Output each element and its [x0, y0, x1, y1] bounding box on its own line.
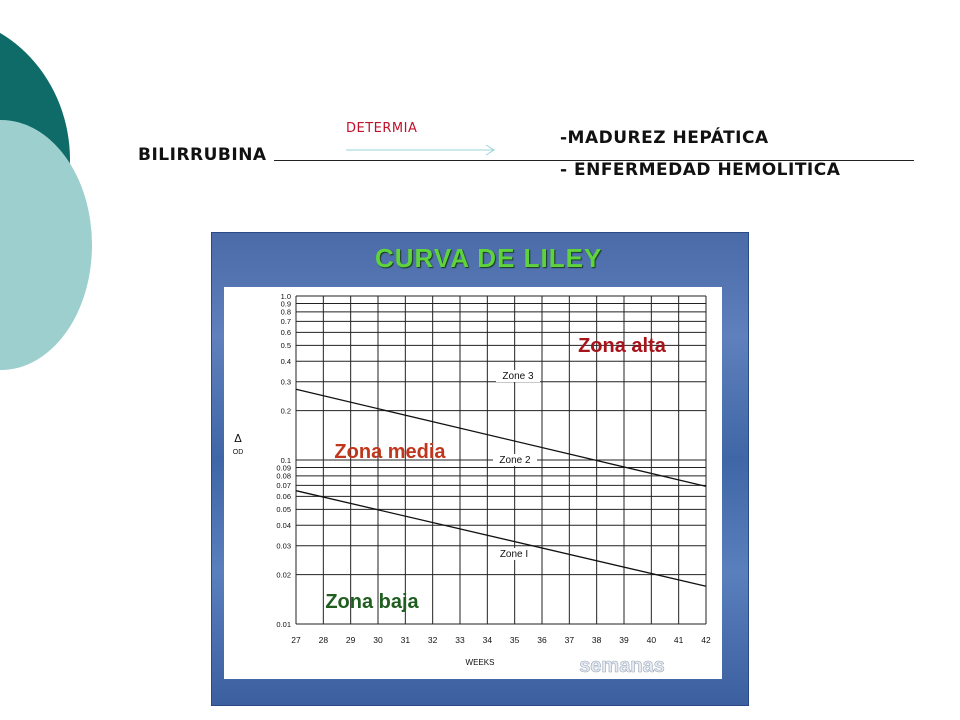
x-tick-label: 37: [564, 635, 575, 645]
madurez-hepatica-label: -MADUREZ HEPÁTICA: [560, 128, 769, 148]
x-tick-label: 42: [701, 635, 711, 645]
chart-title: CURVA DE LILEY: [375, 243, 603, 273]
zone-label: Zone 3: [502, 371, 534, 382]
y-axis-label: OD: [232, 449, 244, 456]
y-tick-label: 0.3: [280, 377, 291, 387]
y-tick-label: 0.03: [276, 541, 291, 551]
enfermedad-hemolitica-label: - ENFERMEDAD HEMOLITICA: [560, 160, 841, 180]
y-tick-label: 1.0: [280, 291, 291, 301]
x-tick-label: 31: [400, 635, 411, 645]
y-tick-label: 0.4: [280, 357, 291, 367]
y-tick-label: 0.05: [276, 505, 291, 515]
y-tick-label: 0.5: [280, 341, 291, 351]
zone-boundary-line-2: [296, 491, 706, 587]
y-tick-label: 0.08: [276, 471, 291, 481]
y-tick-label: 0.2: [280, 406, 291, 416]
x-tick-label: 41: [673, 635, 684, 645]
x-tick-label: 35: [509, 635, 520, 645]
y-tick-label: 0.8: [280, 307, 291, 317]
x-axis-label: WEEKS: [465, 658, 495, 667]
y-tick-label: 0.6: [280, 328, 291, 338]
y-tick-label: 0.02: [276, 570, 291, 580]
zone-label: Zone 2: [499, 455, 531, 466]
y-tick-label: 0.06: [276, 492, 291, 502]
x-tick-label: 30: [373, 635, 383, 645]
y-tick-label: 0.09: [276, 463, 291, 473]
y-tick-label: 0.7: [280, 317, 291, 327]
zone-name: Zona media: [334, 441, 446, 463]
x-tick-label: 29: [345, 635, 356, 645]
determia-label: DETERMIA: [346, 121, 418, 136]
x-tick-label: 40: [646, 635, 657, 645]
bilirrubina-label: BILIRRUBINA: [138, 145, 267, 165]
y-axis-symbol: Δ: [234, 432, 242, 445]
y-tick-label: 0.04: [276, 521, 291, 531]
x-tick-label: 34: [482, 635, 493, 645]
zone-name: Zona baja: [325, 591, 419, 613]
x-tick-label: 32: [427, 635, 438, 645]
x-tick-label: 39: [619, 635, 629, 645]
y-tick-label: 0.1: [280, 455, 291, 465]
y-tick-label: 0.01: [276, 619, 291, 629]
y-tick-label: 0.9: [280, 299, 291, 309]
zone-name: Zona alta: [578, 335, 666, 357]
x-tick-label: 28: [318, 635, 329, 645]
zone-boundary-line-1: [296, 389, 706, 486]
x-tick-label: 27: [291, 635, 301, 645]
x-axis-overlay-label: semanas: [579, 655, 665, 677]
zone-label: Zone I: [499, 549, 529, 560]
x-tick-label: 36: [537, 635, 547, 645]
y-tick-label: 0.07: [276, 481, 291, 491]
x-tick-label: 33: [455, 635, 465, 645]
x-tick-label: 38: [591, 635, 602, 645]
